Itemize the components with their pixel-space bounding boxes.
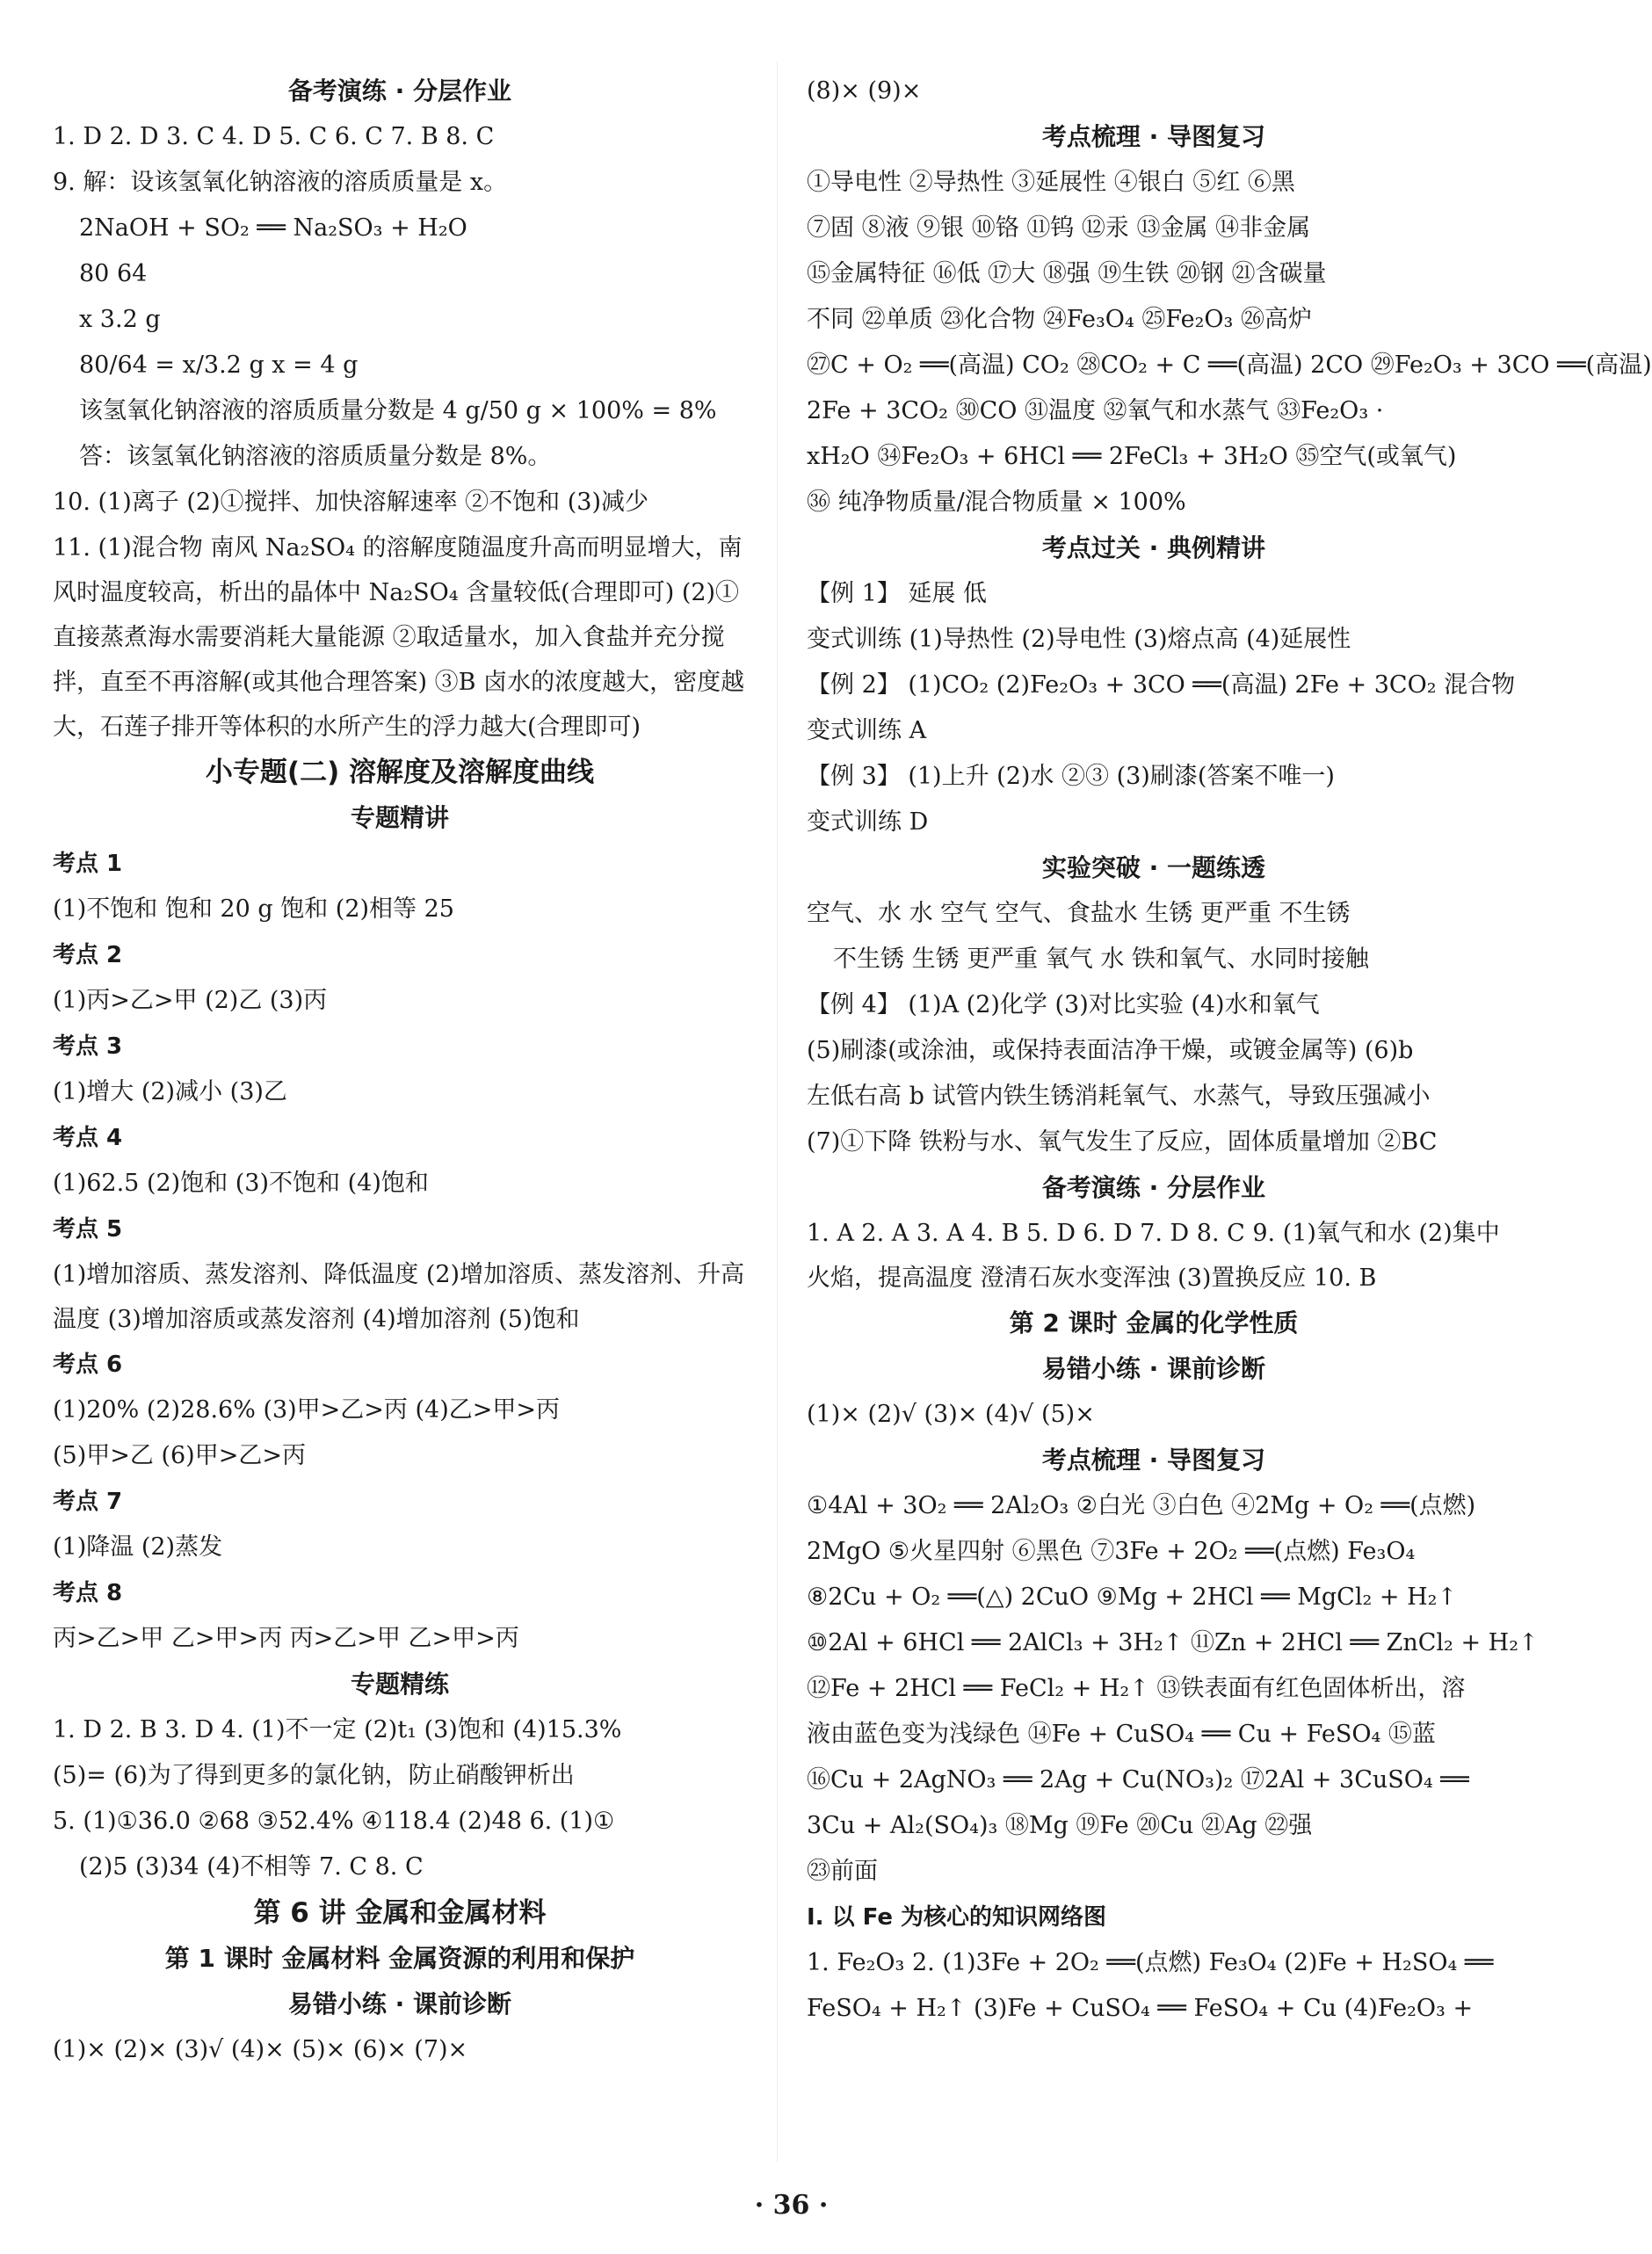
answer-line: (1)不饱和 饱和 20 g 饱和 (2)相等 25 [53,895,454,923]
answer-line: (1)× (2)× (3)√ (4)× (5)× (6)× (7)× [53,2036,468,2063]
answer-line: 2Fe + 3CO₂ ㉚CO ㉛温度 ㉜氧气和水蒸气 ㉝Fe₂O₃ · [807,397,1384,424]
subsection-label: 考点 6 [53,1352,123,1378]
answer-line: (1)降温 (2)蒸发 [53,1533,223,1561]
answer-line: 3Cu + Al₂(SO₄)₃ ⑱Mg ⑲Fe ⑳Cu ㉑Ag ㉒强 [807,1812,1313,1839]
answer-line: ⑧2Cu + O₂ ══(△) 2CuO ⑨Mg + 2HCl ══ MgCl₂ + H₂↑ [807,1584,1458,1611]
page-number: · 36 · [754,2190,829,2221]
answer-line: 2MgO ⑤火星四射 ⑥黑色 ⑦3Fe + 2O₂ ══(点燃) Fe₃O₄ [807,1538,1416,1565]
answer-line: 变式训练 (1)导热性 (2)导电性 (3)熔点高 (4)延展性 [807,626,1351,653]
section-heading: 实验突破 · 一题练透 [1041,853,1266,882]
answer-line: 不同 ㉒单质 ㉓化合物 ㉔Fe₃O₄ ㉕Fe₂O₃ ㉖高炉 [807,306,1312,333]
answer-line: 80 64 [79,260,148,287]
answer-line: ①4Al + 3O₂ ══ 2Al₂O₃ ②白光 ③白色 ④2Mg + O₂ ══(点燃) [807,1492,1476,1519]
answer-line: (5)刷漆(或涂油，或保持表面洁净干燥，或镀金属等) (6)b [807,1037,1414,1064]
answer-line: (5)= (6)为了得到更多的氯化钠，防止硝酸钾析出 [53,1762,575,1789]
section-heading: 备考演练 · 分层作业 [287,76,512,105]
answer-line: 空气、水 水 空气 空气、食盐水 生锈 更严重 不生锈 [807,900,1351,927]
answer-line: 该氢氧化钠溶液的溶质质量分数是 4 g/50 g × 100% = 8% [79,397,717,424]
subsection-label: 考点 2 [53,942,123,968]
chapter-heading: 小专题(二) 溶解度及溶解度曲线 [205,757,595,788]
answer-line: 答：该氢氧化钠溶液的溶质质量分数是 8%。 [79,443,552,470]
answer-line: (8)× (9)× [807,77,922,105]
subsection-label: 考点 7 [53,1489,123,1515]
answer-line: 【例 3】 (1)上升 (2)水 ②③ (3)刷漆(答案不唯一) [807,763,1335,790]
answer-line: (1)丙>乙>甲 (2)乙 (3)丙 [53,987,328,1014]
answer-line: 1. Fe₂O₃ 2. (1)3Fe + 2O₂ ══(点燃) Fe₃O₄ (2)Fe + H₂SO₄ ══ [807,1949,1494,1976]
answer-line: 1. D 2. D 3. C 4. D 5. C 6. C 7. B 8. C [53,123,495,150]
answer-line: (2)5 (3)34 (4)不相等 7. C 8. C [79,1853,424,1881]
answer-paragraph: 11. (1)混合物 南风 Na₂SO₄ 的溶解度随温度升高而明显增大，南风时温度较高，析出的晶体中 Na₂SO₄ 含量较低(合理即可) (2)①直接蒸煮海水需要消耗大量能源 ②取适量水，加入食盐并充分搅拌，直至不再溶解(或其他合理答案) ③B 卤水的浓度越大，密度越大，石莲子排开等体积的水所产生的浮力越大(合理即可) [53,534,745,741]
answer-line: xH₂O ㉞Fe₂O₃ + 6HCl ══ 2FeCl₃ + 3H₂O ㉟空气(或氧气) [807,443,1457,470]
answer-line: (1)增大 (2)减小 (3)乙 [53,1078,287,1105]
column-divider [777,62,778,2162]
section-heading: 易错小练 · 课前诊断 [1041,1354,1266,1383]
answer-line: x 3.2 g [79,306,161,333]
subsection-label: 考点 5 [53,1216,123,1243]
answer-line: FeSO₄ + H₂↑ (3)Fe + CuSO₄ ══ FeSO₄ + Cu (4)Fe₂O₃ + [807,1995,1474,2022]
answer-line: (1)× (2)√ (3)× (4)√ (5)× [807,1401,1095,1428]
answer-line: ⑯Cu + 2AgNO₃ ══ 2Ag + Cu(NO₃)₂ ⑰2Al + 3CuSO₄ ══ [807,1766,1469,1794]
subsection-label: 考点 1 [53,851,123,877]
section-heading: 专题精讲 [350,803,449,832]
section-heading: 易错小练 · 课前诊断 [287,1989,512,2018]
answer-paragraph: (1)增加溶质、蒸发溶剂、降低温度 (2)增加溶质、蒸发溶剂、升高温度 (3)增加溶质或蒸发溶剂 (4)增加溶剂 (5)饱和 [53,1261,745,1333]
section-heading: 专题精练 [350,1670,449,1699]
answer-line: (7)①下降 铁粉与水、氧气发生了反应，固体质量增加 ②BC [807,1128,1438,1156]
answer-line: ⑮金属特征 ⑯低 ⑰大 ⑱强 ⑲生铁 ⑳钢 ㉑含碳量 [807,260,1327,287]
subsection-label: 考点 8 [53,1580,123,1606]
answer-line: 【例 4】 (1)A (2)化学 (3)对比实验 (4)水和氧气 [807,991,1320,1018]
answer-line: 【例 2】 (1)CO₂ (2)Fe₂O₃ + 3CO ══(高温) 2Fe + 3CO₂ 混合物 [807,671,1516,699]
answer-line: (5)甲>乙 (6)甲>乙>丙 [53,1442,306,1469]
answer-line: ⑫Fe + 2HCl ══ FeCl₂ + H₂↑ ⑬铁表面有红色固体析出，溶 [807,1675,1466,1702]
answer-line: (1)62.5 (2)饱和 (3)不饱和 (4)饱和 [53,1170,429,1197]
answer-line: 【例 1】 延展 低 [807,580,987,607]
answer-line: 10. (1)离子 (2)①搅拌、加快溶解速率 ②不饱和 (3)减少 [53,489,649,516]
answer-line: 变式训练 A [807,717,927,744]
section-heading: 考点梳理 · 导图复习 [1041,1446,1266,1475]
answer-line: 2NaOH + SO₂ ══ Na₂SO₃ + H₂O [79,214,467,242]
right-column [807,69,1652,2032]
answer-line: 丙>乙>甲 乙>甲>丙 丙>乙>甲 乙>甲>丙 [53,1625,519,1652]
answer-line: 1. D 2. B 3. D 4. (1)不一定 (2)t₁ (3)饱和 (4)15.3% [53,1716,622,1743]
answer-line: 5. (1)①36.0 ②68 ③52.4% ④118.4 (2)48 6. (1)① [53,1808,615,1835]
answer-line: 变式训练 D [807,808,929,836]
answer-paragraph: 1. A 2. A 3. A 4. B 5. D 6. D 7. D 8. C 9. (1)氧气和水 (2)集中火焰，提高温度 澄清石灰水变浑浊 (3)置换反应 10. B [807,1220,1500,1292]
section-heading: 第 2 课时 金属的化学性质 [1009,1308,1299,1337]
answer-line: ⑦固 ⑧液 ⑨银 ⑩铬 ⑪钨 ⑫汞 ⑬金属 ⑭非金属 [807,214,1311,242]
answer-line: (1)20% (2)28.6% (3)甲>乙>丙 (4)乙>甲>丙 [53,1396,561,1424]
answer-line: 左低右高 b 试管内铁生锈消耗氧气、水蒸气，导致压强减小 [807,1083,1431,1110]
section-heading: 考点梳理 · 导图复习 [1041,122,1266,151]
answer-line: ㉓前面 [807,1858,878,1885]
left-column [53,69,747,2073]
subsection-label: Ⅰ. 以 Fe 为核心的知识网络图 [807,1904,1107,1931]
section-heading: 第 1 课时 金属材料 金属资源的利用和保护 [164,1944,635,1973]
answer-line: ㊱ 纯净物质量/混合物质量 × 100% [807,489,1186,516]
answer-line: ⑩2Al + 6HCl ══ 2AlCl₃ + 3H₂↑ ⑪Zn + 2HCl ══ ZnCl₂ + H₂↑ [807,1629,1539,1656]
subsection-label: 考点 4 [53,1125,123,1151]
answer-line: 不生锈 生锈 更严重 氧气 水 铁和氧气、水同时接触 [833,946,1369,973]
answer-line: 9. 解：设该氢氧化钠溶液的溶质质量是 x。 [53,169,508,196]
chapter-heading: 第 6 讲 金属和金属材料 [253,1897,547,1929]
answer-line: 80/64 = x/3.2 g x = 4 g [79,352,359,379]
section-heading: 考点过关 · 典例精讲 [1041,533,1266,562]
answer-line: 液由蓝色变为浅绿色 ⑭Fe + CuSO₄ ══ Cu + FeSO₄ ⑮蓝 [807,1721,1436,1748]
answer-line: ①导电性 ②导热性 ③延展性 ④银白 ⑤红 ⑥黑 [807,169,1295,196]
answer-line: ㉗C + O₂ ══(高温) CO₂ ㉘CO₂ + C ══(高温) 2CO ㉙Fe₂O₃ + 3CO ══(高温) [807,352,1652,379]
subsection-label: 考点 3 [53,1033,123,1060]
section-heading: 备考演练 · 分层作业 [1041,1173,1266,1202]
